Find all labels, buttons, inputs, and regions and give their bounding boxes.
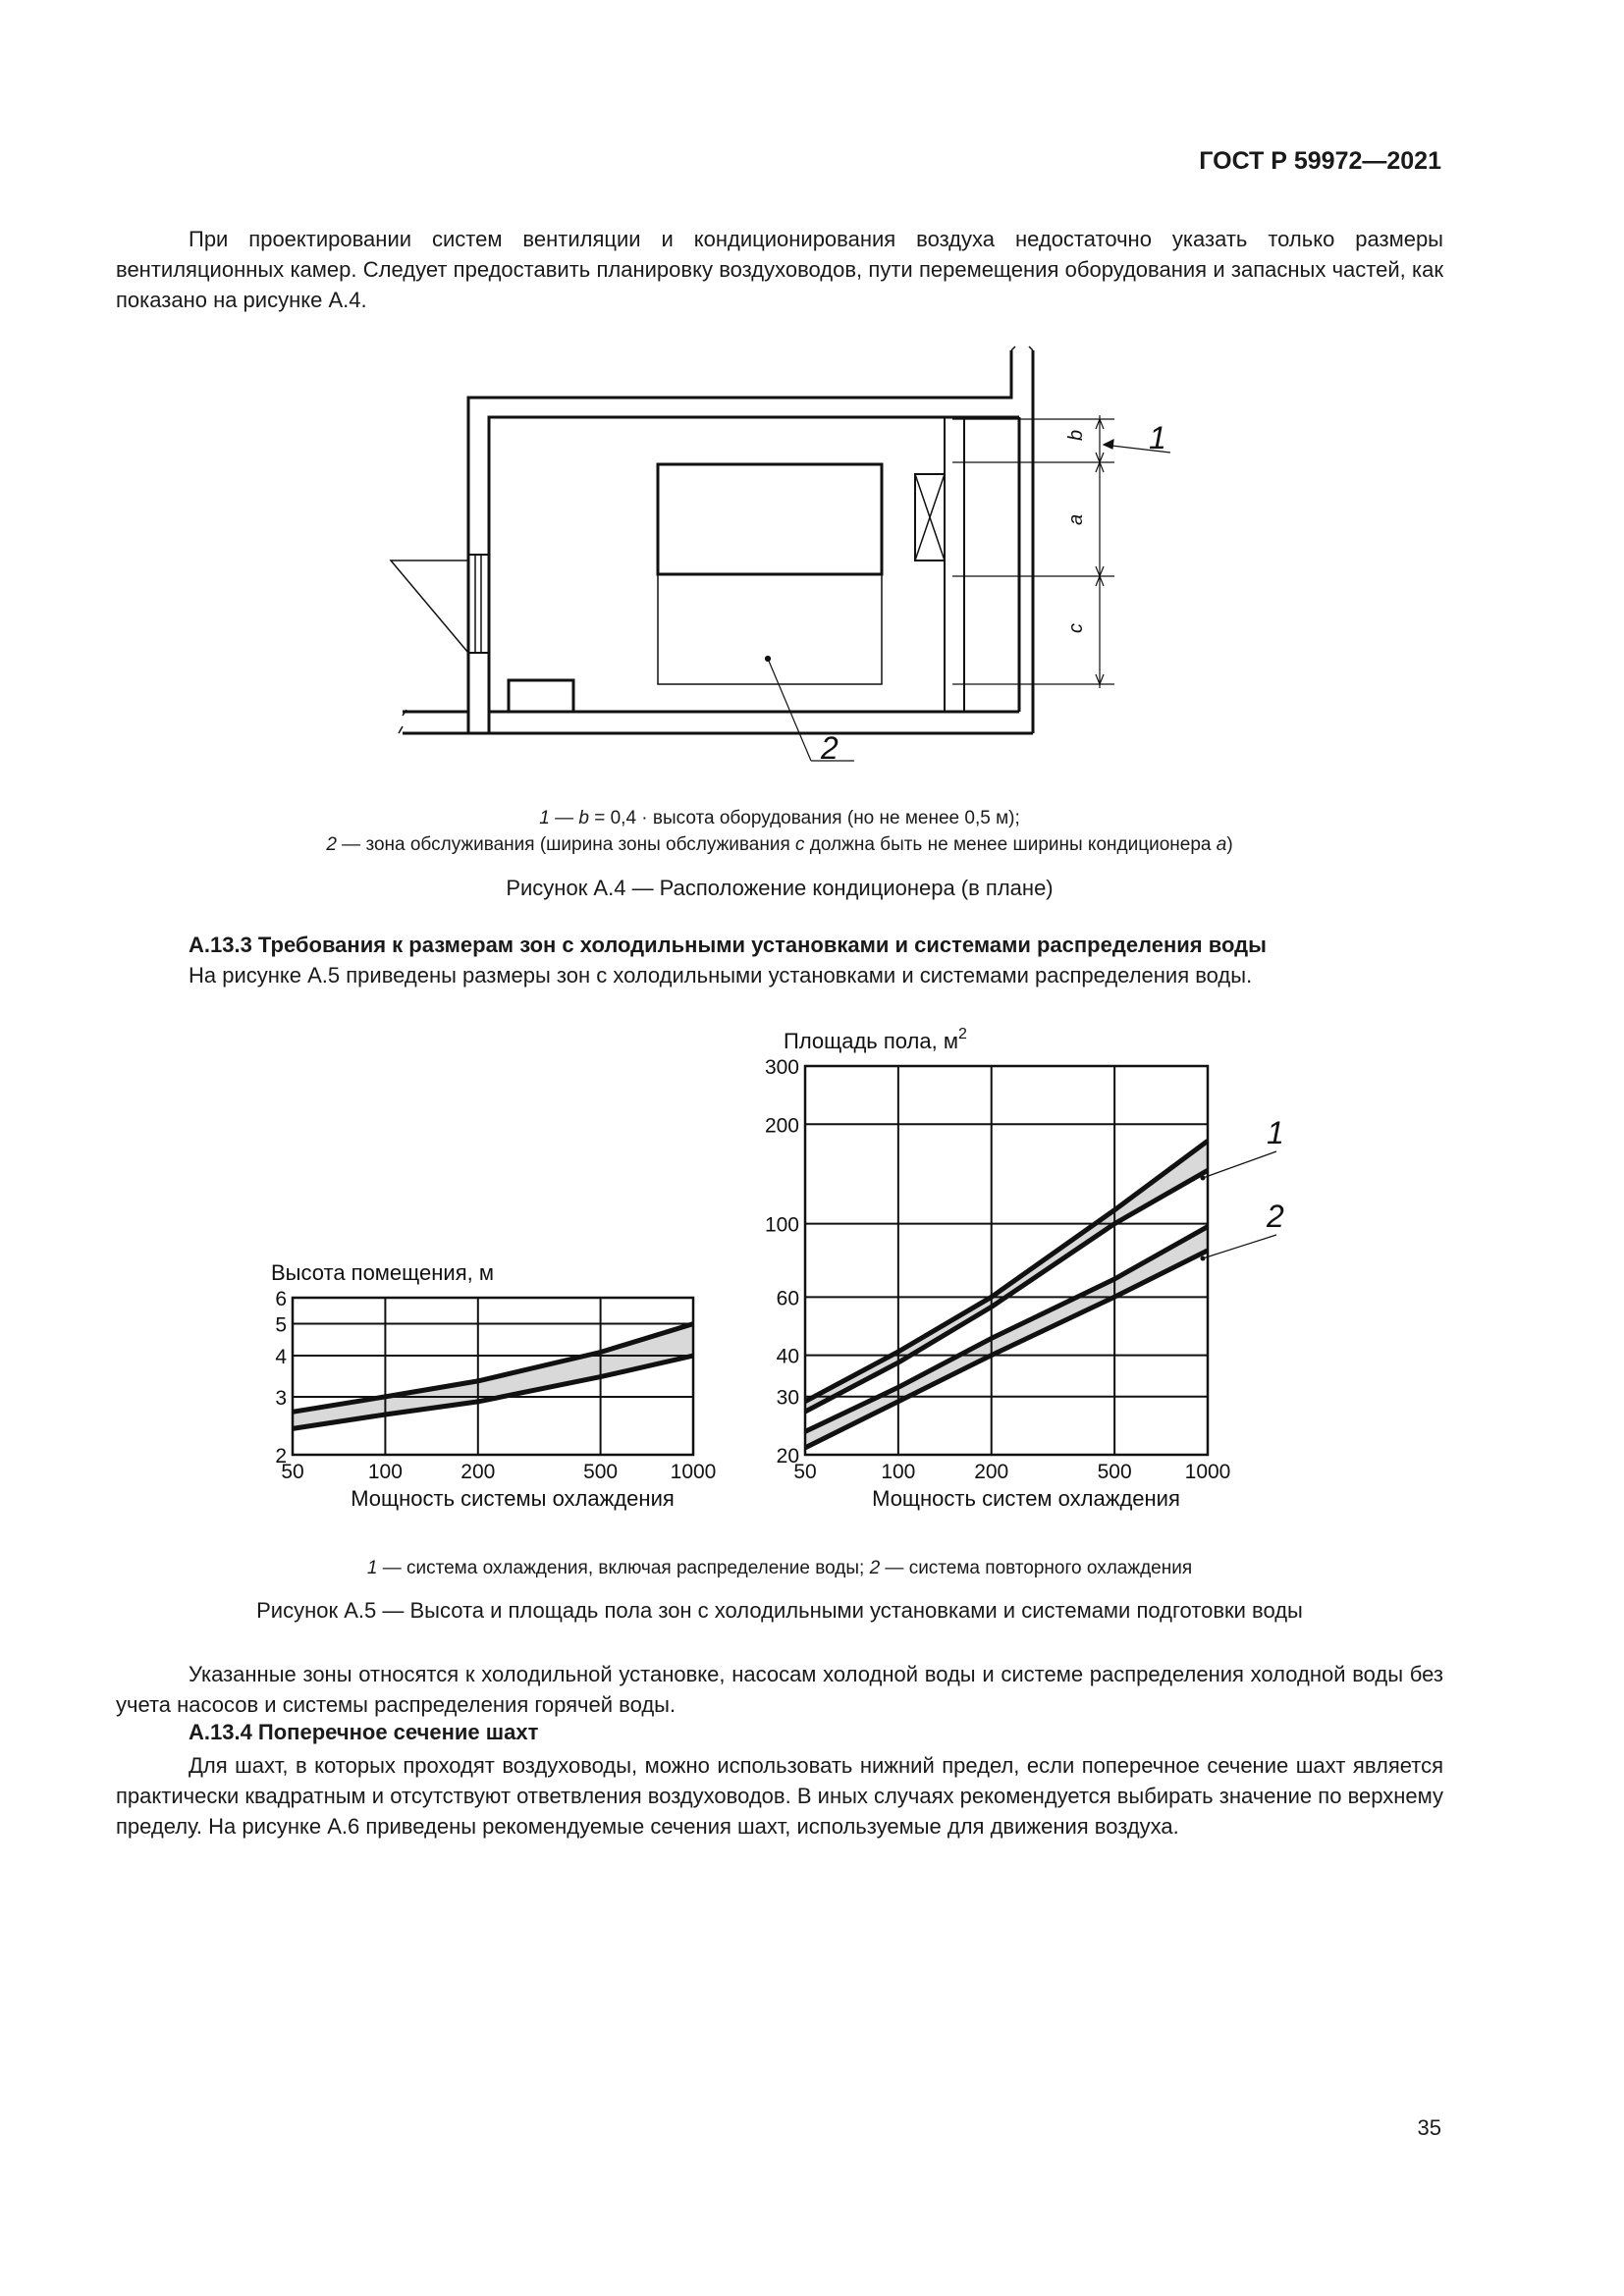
callout-2-label: 2 bbox=[821, 730, 839, 766]
service-zone bbox=[658, 574, 882, 684]
y-axis-label-0: Высота помещения, м bbox=[271, 1260, 494, 1285]
series-line-1-3 bbox=[805, 1251, 1208, 1448]
series-line-1-2 bbox=[805, 1227, 1208, 1432]
fig-a5-callout-1: 1 bbox=[1267, 1115, 1284, 1150]
section-a13-4-heading: А.13.4 Поперечное сечение шахт bbox=[189, 1720, 539, 1744]
figure-a5-title: Рисунок А.5 — Высота и площадь пола зон с холодильными установками и системами подготовки воды bbox=[256, 1598, 1303, 1623]
figure-a4-title: Рисунок А.4 — Расположение кондиционера (в плане) bbox=[506, 876, 1054, 900]
intro-paragraph: При проектировании систем вентиляции и кондиционирования воздуха недостаточно указать только размеры вентиляционных камер. Следует предоставить планировку воздуховодов, пути перемещения оборудования и запасных частей, как показано на рисунке А.4. bbox=[116, 227, 1443, 312]
dim-label-a: a bbox=[1065, 513, 1087, 525]
x-tick-label-1-0: 50 bbox=[793, 1461, 817, 1483]
fig-a5-callout-2: 2 bbox=[1267, 1199, 1284, 1234]
x-axis-label-1: Мощность систем охлаждения bbox=[872, 1486, 1180, 1511]
y-tick-label-0-4: 6 bbox=[275, 1288, 287, 1310]
dim-label-b: b bbox=[1065, 429, 1087, 441]
x-tick-label-1-3: 500 bbox=[1097, 1461, 1132, 1483]
x-tick-label-0-4: 1000 bbox=[670, 1461, 717, 1483]
figure-a5-legend: 1 — система охлаждения, включая распределение воды; 2 — система повторного охлаждения bbox=[366, 1558, 1193, 1578]
figure-a4-legend-1: 1 — b = 0,4 · высота оборудования (но не менее 0,5 м); bbox=[539, 808, 1020, 828]
y-tick-label-0-0: 2 bbox=[275, 1445, 287, 1468]
x-tick-label-0-0: 50 bbox=[281, 1461, 304, 1483]
callout-1-label: 1 bbox=[1149, 420, 1166, 455]
y-tick-label-1-0: 20 bbox=[776, 1445, 799, 1468]
floor-area-chart bbox=[765, 1026, 1230, 1511]
outer-wall-left-top bbox=[468, 350, 1011, 733]
document-id: ГОСТ Р 59972—2021 bbox=[1199, 147, 1441, 175]
section-a13-3-heading: А.13.3 Требования к размерам зон с холодильными установками и системами распределения воды bbox=[189, 933, 1267, 957]
room-height-chart bbox=[271, 1260, 716, 1511]
x-tick-label-0-3: 500 bbox=[583, 1461, 619, 1483]
y-tick-label-1-1: 30 bbox=[776, 1386, 799, 1410]
dim-label-c: c bbox=[1065, 623, 1087, 633]
after-figure-paragraph: Указанные зоны относятся к холодильной установке, насосам холодной воды и системе распределения холодной воды без учета насосов и системы распределения горячей воды. bbox=[116, 1662, 1443, 1717]
air-conditioner-unit bbox=[658, 464, 882, 574]
x-tick-label-1-2: 200 bbox=[974, 1461, 1009, 1483]
x-tick-label-1-4: 1000 bbox=[1184, 1461, 1231, 1483]
section-a13-4-text: Для шахт, в которых проходят воздуховоды, можно использовать нижний предел, если поперечное сечение шахт является практически квадратным и отсутствуют ответвления воздуховодов. В иных случаях рекомендуется выбирать значение по верхнему пределу. На рисунке А.6 приведены рекомендуемые сечения шахт, используемые для движения воздуха. bbox=[116, 1753, 1443, 1839]
x-tick-label-0-2: 200 bbox=[460, 1461, 496, 1483]
page-number: 35 bbox=[1417, 2115, 1441, 2140]
y-tick-label-1-4: 100 bbox=[764, 1213, 799, 1237]
y-axis-label-sup-1: 2 bbox=[957, 1026, 967, 1042]
x-axis-label-0: Мощность системы охлаждения bbox=[351, 1486, 675, 1511]
y-axis-label-1: Площадь пола, $м^2$ bbox=[784, 1026, 967, 1053]
callout-2-leader bbox=[1203, 1235, 1276, 1258]
y-tick-label-0-3: 5 bbox=[275, 1313, 287, 1337]
x-tick-label-1-1: 100 bbox=[881, 1461, 916, 1483]
y-tick-label-1-6: 300 bbox=[764, 1056, 799, 1079]
y-tick-label-1-5: 200 bbox=[764, 1114, 799, 1138]
figure-a5-charts bbox=[245, 1011, 1326, 1531]
figure-a4-floor-plan bbox=[373, 339, 1218, 780]
figure-a4-legend-2: 2 — зона обслуживания (ширина зоны обслуживания c должна быть не менее ширины кондиционера a) bbox=[326, 834, 1233, 855]
small-equipment-box bbox=[509, 680, 573, 712]
y-tick-label-0-2: 4 bbox=[275, 1346, 287, 1369]
y-tick-label-1-3: 60 bbox=[776, 1287, 799, 1310]
callout-1-leader bbox=[1203, 1151, 1276, 1178]
section-a13-3-text: На рисунке А.5 приведены размеры зон с холодильными установками и системами распределения воды. bbox=[189, 963, 1253, 988]
y-tick-label-1-2: 40 bbox=[776, 1345, 799, 1368]
x-tick-label-0-1: 100 bbox=[367, 1461, 403, 1483]
y-tick-label-0-1: 3 bbox=[275, 1386, 287, 1410]
